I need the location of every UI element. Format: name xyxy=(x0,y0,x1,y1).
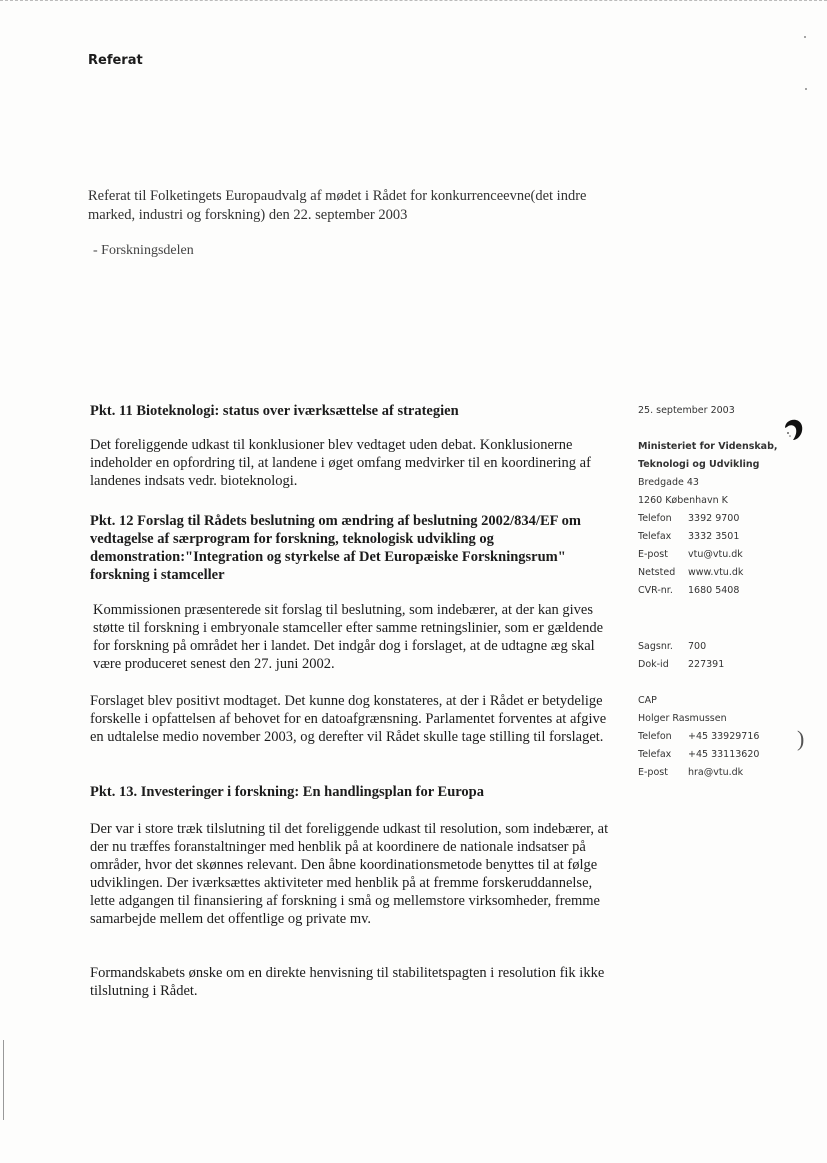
section-paragraph: Kommissionen præsenterede sit forslag til beslutning, som indebærer, at der kan gives støtte til forskning i embryonale stamceller efter samme retningslinier, som er gældende for forskning på området her i landet. Det indgår dog i forslaget, at de udtagne æg skal være produceret senest den 27. juni 2002. xyxy=(93,602,603,672)
department: CAP xyxy=(638,694,657,706)
contact-row: Telefax 3332 3501 xyxy=(638,530,740,542)
case-row: Dok-id 227391 xyxy=(638,658,725,670)
person-contact-row: E-post hra@vtu.dk xyxy=(638,766,744,778)
contact-row: CVR-nr. 1680 5408 xyxy=(638,584,740,596)
section-13-body-2 xyxy=(90,964,612,1000)
sidebar-case-info xyxy=(638,637,798,673)
intro-text: Referat til Folketingets Europaudvalg af mødet i Rådet for konkurrenceevne(det indre marked, industri og forskning) den 22. september 2003 xyxy=(88,188,587,223)
case-row: Sagsnr. 700 xyxy=(638,640,707,652)
section-12-body-2 xyxy=(90,692,612,746)
org-name-line2: Teknologi og Udvikling xyxy=(638,458,760,470)
address-city: 1260 København K xyxy=(638,494,728,506)
section-11-body xyxy=(90,436,612,490)
scan-margin-mark xyxy=(3,1040,4,1120)
intro-subtitle: - Forskningsdelen xyxy=(93,243,194,258)
sidebar-contact-person xyxy=(638,691,798,781)
section-paragraph: Der var i store træk tilslutning til det foreliggende udkast til resolution, som indebærer, at der nu træffes foranstaltninger med henblik på at koordinere de nationale indsatser på områder, hvor det skønnes relevant. Den åbne koordinationsmetode benyttes til at følge udviklingen. Der iværksættes aktiviteter med henblik på at fremme forskeruddannelse, lette adgangen til finansiering af forskning i små og mellemstore virksomheder, fremme samarbejde mellem det offentlige og private mv. xyxy=(90,821,609,927)
section-12-body-1 xyxy=(93,601,615,673)
sidebar-organization xyxy=(638,437,798,599)
person-contact-row: Telefon +45 33929716 xyxy=(638,730,760,742)
section-heading: Pkt. 12 Forslag til Rådets beslutning om ændring af beslutning 2002/834/EF om vedtagelse af særprogram for forskning, teknologisk udvikling og demonstration:"Integration og styrkelse af Det Europæiske Forskningsrum" forskning i stamceller xyxy=(90,513,581,583)
person-name: Holger Rasmussen xyxy=(638,712,727,724)
section-13-body-1 xyxy=(90,820,612,928)
section-paragraph: Forslaget blev positivt modtaget. Det kunne dog konstateres, at der i Rådet er betydelige forskelle i opfattelsen af behovet for en datoafgrænsning. Parlamentet forventes at afgive en udtalelse medio november 2003, og derefter vil Rådet skulle tage stilling til forslaget. xyxy=(90,693,607,745)
sidebar-date: 25. september 2003 xyxy=(638,404,735,416)
contact-row: Telefon 3392 9700 xyxy=(638,512,740,524)
scan-artifact-mark: ) xyxy=(797,726,805,751)
org-name-line1: Ministeriet for Videnskab, xyxy=(638,440,778,452)
section-13 xyxy=(90,783,612,801)
section-paragraph: Det foreliggende udkast til konklusioner blev vedtaget uden debat. Konklusionerne indeholder en opfordring til, at landene i øget omfang medvirker til en koordinering af landenes indsats vedr. bioteknologi. xyxy=(90,437,591,489)
address-street: Bredgade 43 xyxy=(638,476,699,488)
section-paragraph: Formandskabets ønske om en direkte henvisning til stabilitetspagten i resolution fik ikke tilslutning i Rådet. xyxy=(90,965,605,999)
contact-row: E-post vtu@vtu.dk xyxy=(638,548,743,560)
section-heading: Pkt. 11 Bioteknologi: status over iværksættelse af strategien xyxy=(90,403,459,419)
contact-row: Netsted www.vtu.dk xyxy=(638,566,744,578)
document-type-label: Referat xyxy=(88,53,143,68)
scan-speck xyxy=(805,88,807,90)
section-12 xyxy=(90,512,612,584)
section-11 xyxy=(90,402,612,420)
ministry-logo-icon xyxy=(782,418,804,442)
section-heading: Pkt. 13. Investeringer i forskning: En handlingsplan for Europa xyxy=(90,784,484,800)
scan-speck xyxy=(804,36,806,38)
person-contact-row: Telefax +45 33113620 xyxy=(638,748,760,760)
top-edge-line xyxy=(0,0,827,1)
